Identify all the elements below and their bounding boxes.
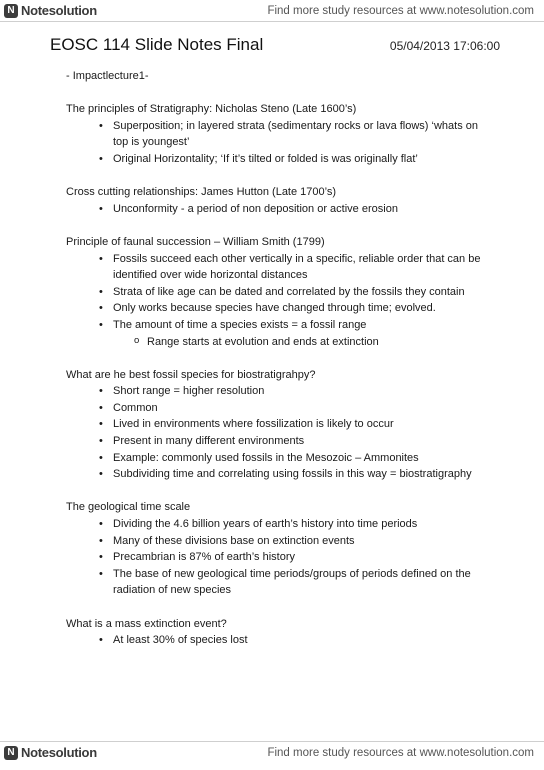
list-item: • Lived in environments where fossilization is likely to occur <box>113 416 486 433</box>
bullet-list <box>66 383 486 483</box>
section-heading: The principles of Stratigraphy: Nicholas Steno (Late 1600’s) <box>66 103 357 116</box>
list-item: • Present in many different environments <box>113 433 486 450</box>
list-item: • Common <box>113 400 486 417</box>
promo-prefix: Find more study resources at <box>267 4 420 17</box>
bullet-list <box>66 118 486 168</box>
list-item: • Fossils succeed each other vertically in a specific, reliable order that can be identified over wide horizontal distances <box>113 251 486 284</box>
section-best-fossils <box>66 367 486 483</box>
promo-prefix: Find more study resources at <box>267 746 420 759</box>
document-title: EOSC 114 Slide Notes Final <box>50 35 264 54</box>
bullet-list <box>66 201 486 218</box>
list-item: • The amount of time a species exists = a fossil range <box>113 317 486 334</box>
lecture-label: - Impactlecture1- <box>66 70 149 82</box>
section-heading: What is a mass extinction event? <box>66 617 227 630</box>
promo-text <box>267 5 534 17</box>
logo-icon: N <box>4 746 18 760</box>
notesolution-logo[interactable] <box>4 745 97 760</box>
section-cross-cutting <box>66 184 486 217</box>
list-item: • Precambrian is 87% of earth’s history <box>113 549 486 566</box>
promo-text <box>267 747 534 759</box>
list-item: • Many of these divisions base on extinction events <box>113 533 486 550</box>
list-item: • Unconformity - a period of non deposition or active erosion <box>113 201 486 218</box>
section-heading: Principle of faunal succession – William Smith (1799) <box>66 235 325 248</box>
list-item: • Dividing the 4.6 billion years of earth’s history into time periods <box>113 516 486 533</box>
sub-bullet-list <box>113 334 486 351</box>
section-heading: The geological time scale <box>66 501 191 514</box>
document-body <box>66 68 486 649</box>
logo-icon: N <box>4 4 18 18</box>
section-time-scale <box>66 499 486 599</box>
list-item: • Strata of like age can be dated and correlated by the fossils they contain <box>113 284 486 301</box>
promo-link[interactable]: www.notesolution.com <box>419 4 534 17</box>
bullet-list <box>66 251 486 334</box>
logo-text: Notesolution <box>21 3 97 18</box>
section-faunal-succession <box>66 234 486 350</box>
section-heading: Cross cutting relationships: James Hutton (Late 1700’s) <box>66 186 337 199</box>
bottom-banner <box>0 741 544 763</box>
list-item: • Superposition; in layered strata (sedimentary rocks or lava flows) ‘whats on top is youngest’ <box>113 118 486 151</box>
bullet-list <box>66 632 486 649</box>
nested-list-wrapper <box>66 334 486 351</box>
list-item: • Original Horizontality; ‘If it’s tilted or folded is was originally flat’ <box>113 151 486 168</box>
section-stratigraphy <box>66 101 486 167</box>
section-heading: What are he best fossil species for biostratigrahpy? <box>66 368 316 381</box>
list-item: • Short range = higher resolution <box>113 383 486 400</box>
promo-link[interactable]: www.notesolution.com <box>419 746 534 759</box>
list-item: • The base of new geological time periods/groups of periods defined on the radiation of new species <box>113 566 486 599</box>
top-banner <box>0 0 544 22</box>
document-header <box>50 35 500 55</box>
section-mass-extinction <box>66 616 486 649</box>
list-item: • Subdividing time and correlating using fossils in this way = biostratigraphy <box>113 466 486 483</box>
list-item: • At least 30% of species lost <box>113 632 486 649</box>
list-item: • Example: commonly used fossils in the Mesozoic – Ammonites <box>113 450 486 467</box>
document-datetime: 05/04/2013 17:06:00 <box>389 39 500 53</box>
list-item: • Only works because species have changed through time; evolved. <box>113 300 486 317</box>
logo-text: Notesolution <box>21 745 97 760</box>
sub-list-item: o Range starts at evolution and ends at extinction <box>147 334 486 351</box>
bullet-list <box>66 516 486 599</box>
notesolution-logo[interactable] <box>4 3 97 18</box>
